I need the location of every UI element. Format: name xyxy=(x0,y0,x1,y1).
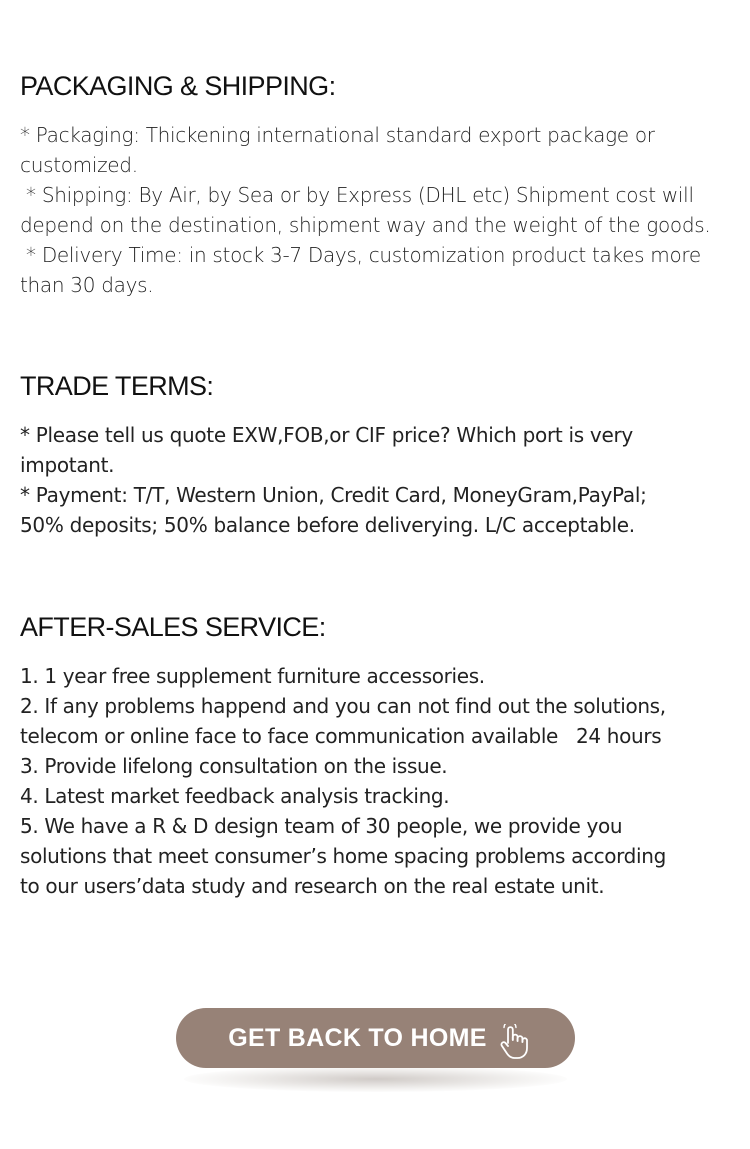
text-line: impotant. xyxy=(20,453,115,477)
after-sales-heading: AFTER-SALES SERVICE: xyxy=(20,612,326,642)
text-line: * Payment: T/T, Western Union, Credit Card, MoneyGram,PayPal; xyxy=(20,483,647,507)
text-line: 1. 1 year free supplement furniture accessories. xyxy=(20,664,485,688)
text-line: 50% deposits; 50% balance before deliverying. L/C acceptable. xyxy=(20,513,635,537)
after-sales-section xyxy=(20,611,735,901)
packaging-shipping-heading: PACKAGING & SHIPPING: xyxy=(20,71,336,101)
text-line: 4. Latest market feedback analysis tracking. xyxy=(20,784,450,808)
text-line: to our users’data study and research on the real estate unit. xyxy=(20,874,605,898)
trade-terms-heading: TRADE TERMS: xyxy=(20,371,214,401)
packaging-shipping-section xyxy=(20,70,735,300)
text-line: * Please tell us quote EXW,FOB,or CIF price? Which port is very xyxy=(20,423,633,447)
text-line: telecom or online face to face communication available 24 hours xyxy=(20,724,662,748)
home-button-wrapper xyxy=(176,1008,575,1090)
text-line: * Delivery Time: in stock 3-7 Days, customization product takes more xyxy=(20,243,701,267)
text-line: 3. Provide lifelong consultation on the issue. xyxy=(20,754,448,778)
text-line: depend on the destination, shipment way and the weight of the goods. xyxy=(20,213,711,237)
home-button-label: GET BACK TO HOME xyxy=(228,1023,487,1052)
trade-terms-section xyxy=(20,370,735,540)
text-line: than 30 days. xyxy=(20,273,154,297)
text-line: customized. xyxy=(20,153,138,177)
packaging-shipping-text xyxy=(20,120,735,300)
text-line: solutions that meet consumer’s home spacing problems according xyxy=(20,844,666,868)
get-back-to-home-button[interactable] xyxy=(176,1008,575,1068)
text-line: 5. We have a R & D design team of 30 people, we provide you xyxy=(20,814,623,838)
after-sales-text xyxy=(20,661,735,901)
hand-pointer-icon xyxy=(497,1024,531,1060)
text-line: * Shipping: By Air, by Sea or by Express (DHL etc) Shipment cost will xyxy=(20,183,694,207)
trade-terms-text xyxy=(20,420,735,540)
text-line: 2. If any problems happend and you can not find out the solutions, xyxy=(20,694,666,718)
button-shadow xyxy=(184,1066,567,1092)
text-line: * Packaging: Thickening international standard export package or xyxy=(20,123,655,147)
